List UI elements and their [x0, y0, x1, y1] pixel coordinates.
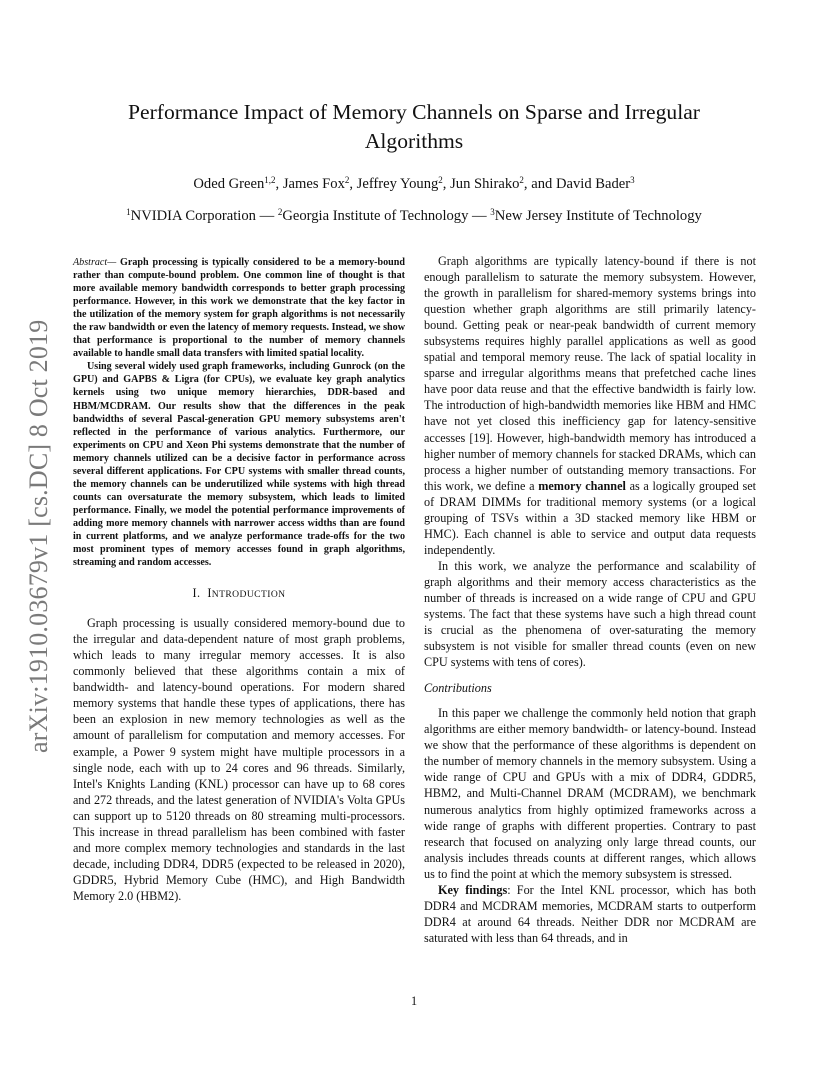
- section-heading-introduction: I. INTRODUCTION: [192, 586, 286, 601]
- page-number: 1: [410, 994, 418, 1008]
- author-affiliation-mark: 1,2: [264, 175, 276, 185]
- abstract-label: Abstract: [73, 257, 108, 268]
- affiliation-name: NVIDIA Corporation: [130, 208, 256, 224]
- abstract: Abstract— Graph processing is typically considered to be a memory-bound rather than compute-bound problem. One common line of thought is that more available memory bandwidth corresponds to better graph processing performance. However, in this work we demonstrate that the key factor in the utilization of the memory system for graph algorithms is not necessarily the raw bandwidth or even the latency of memory requests. Instead, we show that performance is proportional to the number of memory channels available to handle small data transfers with limited spatial locality. Using several widely used graph frameworks, including Gunrock (on the GPU) and GAPBS & Ligra (for CPUs), we evaluate key graph analytics kernels using two unique memory hierarchies, DDR-based and HBM/MCDRAM. Our results show that the differences in the peak bandwidths of several Pascal-generation GPU memory subsystems aren't reflected in the performance of various analytics. Furthermore, our experiments on CPU and Xeon Phi systems demonstrate that the number of memory channels utilized can be a decisive factor in performance across several different applications. For CPU systems with smaller thread counts, the memory channels can be underutilized while systems with high thread counts can oversaturate the memory subsystem, which leads to limited performance. Finally, we model the potential performance improvements of adding more memory channels with narrower access widths than are found in current platforms, and we analyze performance trade-offs for the two most prominent types of memory accesses found in graph algorithms, streaming and random accesses.: [73, 257, 405, 569]
- arxiv-identifier: arXiv:1910.03679v1 [cs.DC] 8 Oct 2019: [24, 319, 53, 753]
- author-name: David Bader: [555, 176, 631, 192]
- body-paragraph: In this work, we analyze the performance and scalability of graph algorithms and their memory access characteristics as the number of threads is increased on a wide range of CPU and GPU systems. The fact that these systems have such a high thread count is crucial as the phenomena of over-saturating the memory subsystem is not visible for smaller thread counts (even on new CPU systems with tens of cores).: [424, 558, 756, 670]
- abstract-paragraph: Graph processing is typically considered to be a memory-bound rather than compute-bound problem. One common line of thought is that more available memory bandwidth corresponds to better graph processing performance. However, in this work we demonstrate that the key factor in the utilization of the memory system for graph algorithms is not necessarily the raw bandwidth or even the latency of memory requests. Instead, we show that performance is proportional to the number of memory channels available to handle small data transfers with limited spatial locality.: [73, 257, 405, 360]
- right-column: [424, 253, 756, 946]
- author-name: Jeffrey Young: [356, 176, 439, 192]
- author-affiliation-mark: 2: [344, 175, 350, 185]
- body-paragraph: Key findings: For the Intel KNL processor, which has both DDR4 and MCDRAM memories, MCDRAM starts to outperform DDR4 at around 64 threads. Neither DDR nor MCDRAM are saturated with less than 64 threads, and in: [424, 882, 756, 945]
- subsection-heading-contributions: Contributions: [424, 681, 492, 696]
- left-column: [73, 256, 405, 904]
- author-list: Oded Green$^{1,2}$, James Fox$^2$, Jeffrey Young$^2$, Jun Shirako$^2$, and David Bader$^3$: [193, 175, 635, 192]
- abstract-paragraph: Using several widely used graph frameworks, including Gunrock (on the GPU) and GAPBS & Ligra (for CPUs), we evaluate key graph analytics kernels using two unique memory hierarchies, DDR-based and HBM/MCDRAM. Our results show that the differences in the peak bandwidths of several Pascal-generation GPU memory subsystems aren't reflected in the performance of various analytics. Furthermore, our experiments on CPU and Xeon Phi systems demonstrate that the number of memory channels utilized can be a decisive factor in performance across several different applications. For CPU systems with smaller thread counts, the memory channels can be underutilized while systems with high thread counts can oversaturate the memory subsystem, which leads to limited performance. Finally, we model the potential performance improvements of adding more memory channels with narrower access widths than are found in current platforms, and we analyze performance trade-offs for the two most prominent types of memory accesses found in graph algorithms, streaming and random accesses.: [73, 361, 405, 569]
- affiliation-name: New Jersey Institute of Technology: [494, 208, 702, 224]
- introduction-body: [73, 615, 405, 904]
- paper-title: Performance Impact of Memory Channels on Sparse and Irregular Algorithms: [127, 100, 701, 153]
- key-findings-label: Key findings: [438, 882, 508, 897]
- body-paragraph: Graph processing is usually considered memory-bound due to the irregular and data-dependent nature of most graph problems, which leads to many irregular memory accesses. It is also commonly believed that these algorithms contain a mix of bandwidth- and latency-bound operations. For modern shared memory systems that handle these types of applications, there has been an explosion in new memory technologies as well as the amount of parallelism for computation and memory accesses. For example, a Power 9 system might have multiple processors in a single node, each with up to 24 cores and 96 threads. Similarly, Intel's Knights Landing (KNL) processor can have up to 68 cores and 272 threads, and the latest generation of NVIDIA's Volta GPUs can support up to 5120 threads on 80 streaming multi-processors. This increase in thread parallelism has been combined with faster and more complex memory technologies and standards in the last decade, including DDR4, DDR5 (expected to be released in 2020), GDDR5, Hybrid Memory Cube (HMC), and High Bandwidth Memory 2.0 (HBM2).: [73, 616, 405, 903]
- affiliation-number: 3: [490, 207, 495, 217]
- affiliation-list: $^1$NVIDIA Corporation — $^2$Georgia Institute of Technology — $^3$New Jersey Institute of Technology: [126, 207, 702, 224]
- body-paragraph: Graph algorithms are typically latency-bound if there is not enough parallelism to saturate the memory subsystem. However, the growth in parallelism for shared-memory systems brings into question whether graph algorithms are still primarily latency-bound. Getting peak or near-peak bandwidth of current memory subsystems requires highly parallel applications as well as good spatial and temporal memory reuse. The lack of spatial locality in sparse and irregular algorithms means that prefetched cache lines have poor data reuse and that the effective bandwidth is fairly low. The introduction of high-bandwidth memories like HBM and HMC have not yet closed this inefficiency gap for latency-sensitive accesses [19]. However, high-bandwidth memory has introduced a higher number of memory channels for stacked DRAMs, which can process a higher number of outstanding memory transactions. For this work, we define a memory channel as a logically grouped set of DRAM DIMMs for traditional memory systems (or a logical grouping of TSVs within a 3D stacked memory like HBM or HMC). Each channel is able to service and output data requests independently.: [424, 254, 757, 557]
- author-name: Jun Shirako: [450, 176, 520, 192]
- defined-term: memory channel: [538, 478, 626, 493]
- affiliation-number: 1: [126, 207, 131, 217]
- author-name: Oded Green: [193, 176, 265, 192]
- affiliation-number: 2: [277, 207, 283, 217]
- affiliation-name: Georgia Institute of Technology: [282, 208, 469, 224]
- body-paragraph: In this paper we challenge the commonly held notion that graph algorithms are either memory bandwidth- or latency-bound. Instead we show that the performance of these algorithms is dependent on the number of memory channels in the memory subsystem. Using a wide range of CPU and GPUs with a mix of DDR4, GDDR5, HBM2, and Multi-Channel DRAM (MCDRAM), we benchmark numerous analytics from highly optimized frameworks across a wide range of graphs with different properties. Contrary to past research that focused on analyzing only large thread counts, our analysis includes threads counts at different ranges, which allows us to find the point at which the memory subsystem is stressed.: [424, 706, 756, 881]
- author-affiliation-mark: 3: [630, 175, 635, 185]
- author-affiliation-mark: 2: [438, 175, 443, 185]
- author-affiliation-mark: 2: [519, 175, 524, 185]
- author-name: James Fox: [282, 176, 345, 192]
